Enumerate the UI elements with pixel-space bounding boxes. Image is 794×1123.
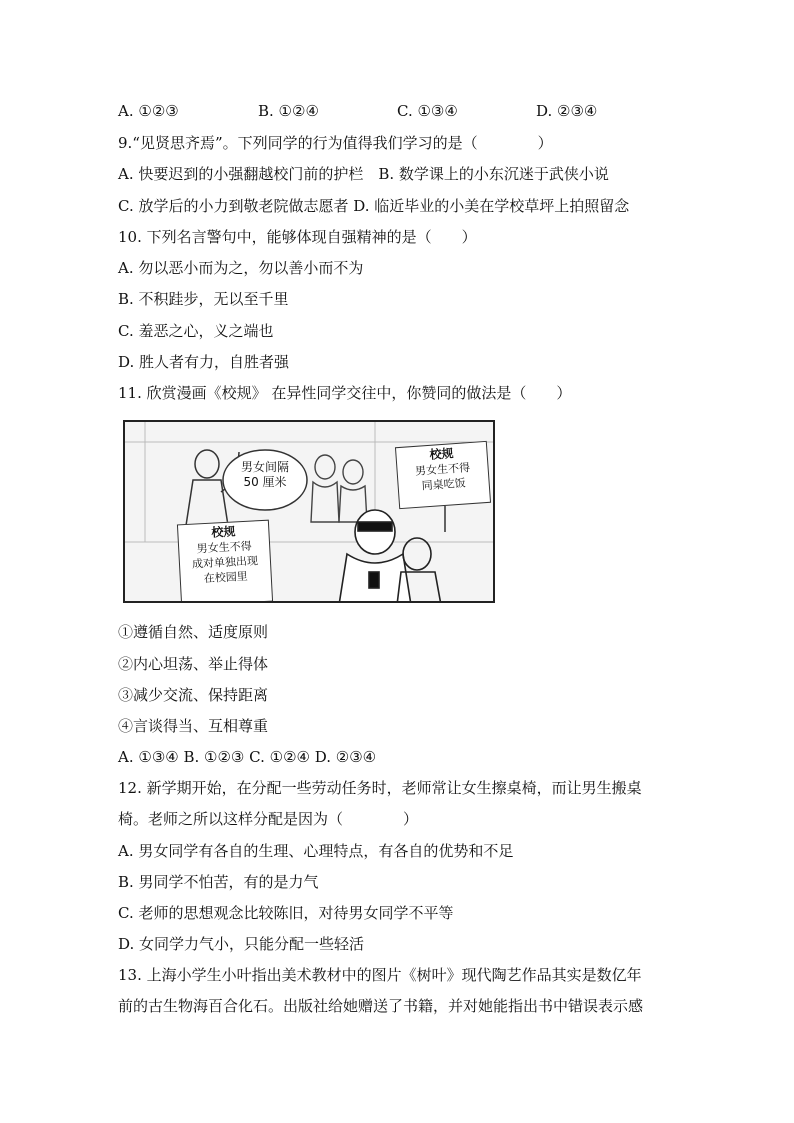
q8-option-a: A. ①②③ bbox=[118, 102, 179, 120]
sign-left-line-3: 在校园里 bbox=[203, 569, 249, 586]
q10-stem: 10. 下列名言警句中，能够体现自强精神的是（ ） bbox=[118, 228, 477, 246]
q10-option-a: A. 勿以恶小而为之，勿以善小而不为 bbox=[118, 259, 364, 277]
q9-options-cd: C. 放学后的小力到敬老院做志愿者 D. 临近毕业的小美在学校草坪上拍照留念 bbox=[118, 197, 630, 215]
q9-options-ab: A. 快要迟到的小强翻越校门前的护栏 B. 数学课上的小东沉迷于武侠小说 bbox=[118, 165, 609, 183]
q11-statement-2: ②内心坦荡、举止得体 bbox=[118, 655, 269, 673]
q11-statement-4: ④言谈得当、互相尊重 bbox=[118, 717, 269, 735]
q11-statement-3: ③减少交流、保持距离 bbox=[118, 686, 269, 704]
q11-stem: 11. 欣赏漫画《校规》 在异性同学交往中，你赞同的做法是（ ） bbox=[118, 384, 572, 402]
q12-option-d: D. 女同学力气小，只能分配一些轻活 bbox=[118, 935, 365, 953]
sign-left-title: 校规 bbox=[211, 524, 236, 540]
sign-right bbox=[395, 441, 491, 509]
q12-option-a: A. 男女同学有各自的生理、心理特点，有各自的优势和不足 bbox=[118, 842, 514, 860]
sign-left bbox=[177, 520, 273, 603]
q12-option-c: C. 老师的思想观念比较陈旧，对待男女同学不平等 bbox=[118, 904, 454, 922]
sign-left-line-1: 男女生不得 bbox=[196, 539, 252, 556]
q8-options bbox=[0, 101, 794, 121]
q12-option-b: B. 男同学不怕苦，有的是力气 bbox=[118, 873, 319, 891]
q8-option-c: C. ①③④ bbox=[397, 102, 458, 120]
q9-stem: 9.“见贤思齐焉”。下列同学的行为值得我们学习的是（ ） bbox=[118, 134, 553, 152]
speech-bubble-text bbox=[229, 460, 301, 490]
bubble-line-2: 50 厘米 bbox=[243, 475, 287, 489]
q12-stem-line-2: 椅。老师之所以这样分配是因为（ ） bbox=[118, 810, 419, 828]
q13-line-2: 前的古生物海百合化石。出版社给她赠送了书籍，并对她能指出书中错误表示感 bbox=[118, 997, 644, 1015]
q13-line-1: 13. 上海小学生小叶指出美术教材中的图片《树叶》现代陶艺作品其实是数亿年 bbox=[118, 966, 642, 984]
sign-left-line-2: 成对单独出现 bbox=[191, 554, 259, 571]
q11-statement-1: ①遵循自然、适度原则 bbox=[118, 623, 269, 641]
sign-right-line-2: 同桌吃饭 bbox=[421, 476, 467, 493]
bubble-line-1: 男女间隔 bbox=[240, 460, 289, 474]
q10-option-c: C. 羞恶之心，义之端也 bbox=[118, 322, 274, 340]
q11-options: A. ①③④ B. ①②③ C. ①②④ D. ②③④ bbox=[118, 748, 377, 766]
q8-option-d: D. ②③④ bbox=[536, 102, 598, 120]
q8-option-b: B. ①②④ bbox=[258, 102, 319, 120]
sign-right-title: 校规 bbox=[429, 446, 454, 462]
q10-option-d: D. 胜人者有力，自胜者强 bbox=[118, 353, 290, 371]
q10-option-b: B. 不积跬步，无以至千里 bbox=[118, 290, 289, 308]
sign-right-line-1: 男女生不得 bbox=[414, 461, 471, 478]
q12-stem-line-1: 12. 新学期开始，在分配一些劳动任务时，老师常让女生擦桌椅，而让男生搬桌 bbox=[118, 779, 642, 797]
cartoon-school-rules bbox=[123, 420, 495, 603]
